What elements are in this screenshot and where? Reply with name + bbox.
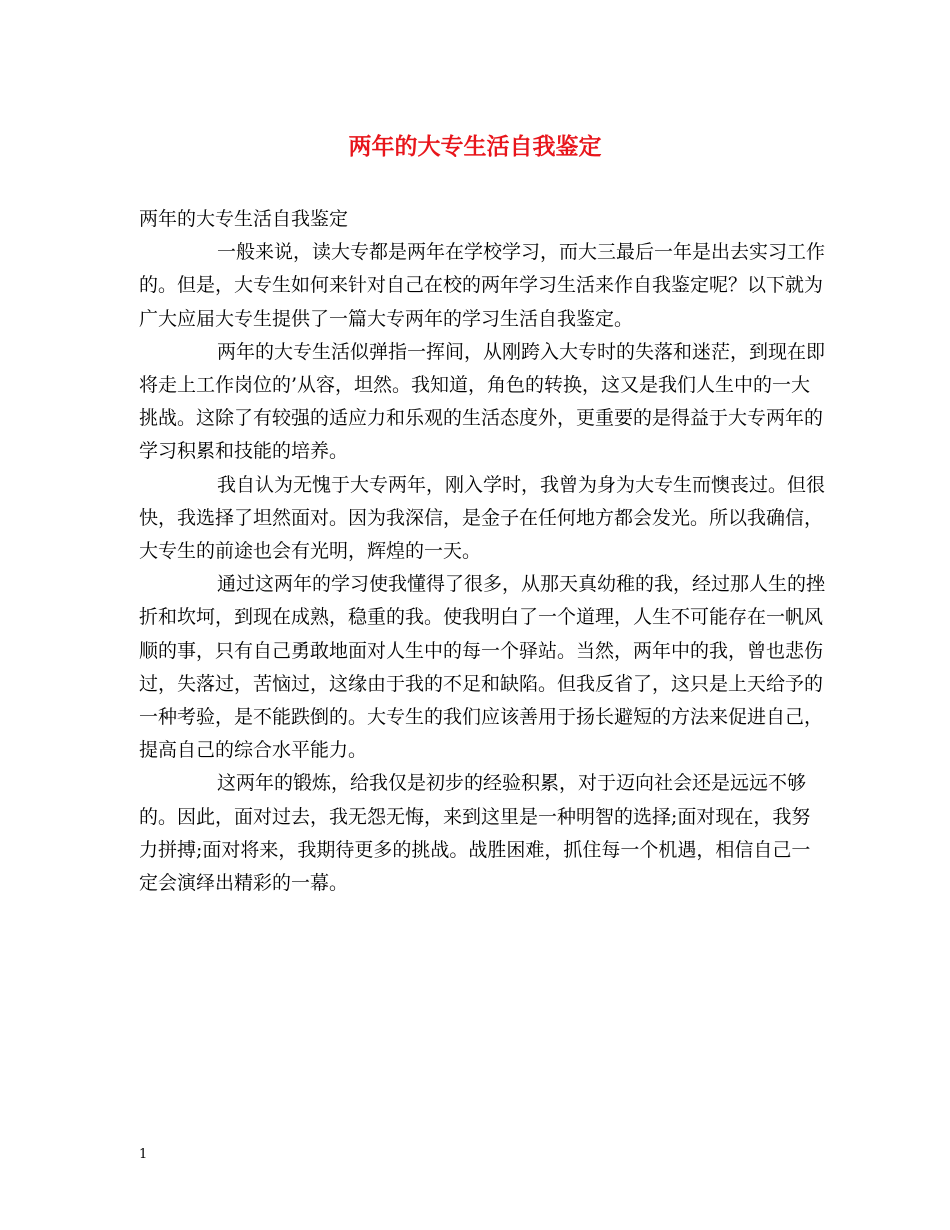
document-title: 两年的大专生活自我鉴定 <box>348 133 602 160</box>
page-number: 1 <box>139 1147 148 1162</box>
document-body <box>139 203 829 900</box>
paragraph-2: 两年的大专生活似弹指一挥间，从刚跨入大专时的失落和迷茫，到现在即将走上工作岗位的’从容，坦然。我知道，角色的转换，这又是我们人生中的一大挑战。这除了有较强的适应力和乐观的生活态度外，更重要的是得益于大专两年的学习积累和技能的培养。 <box>139 340 826 463</box>
paragraph-4: 通过这两年的学习使我懂得了很多，从那天真幼稚的我，经过那人生的挫折和坎坷，到现在成熟，稳重的我。使我明白了一个道理，人生不可能存在一帆风顺的事，只有自己勇敢地面对人生中的每一个驿站。当然，两年中的我，曾也悲伤过，失落过，苦恼过，这缘由于我的不足和缺陷。但我反省了，这只是上天给予的一种考验，是不能跌倒的。大专生的我们应该善用于扬长避短的方法来促进自己，提高自己的综合水平能力。 <box>139 573 826 762</box>
paragraph-3: 我自认为无愧于大专两年，刚入学时，我曾为身为大专生而懊丧过。但很快，我选择了坦然面对。因为我深信，是金子在任何地方都会发光。所以我确信，大专生的前途也会有光明，辉煌的一天。 <box>139 473 826 563</box>
paragraph-1: 一般来说，读大专都是两年在学校学习，而大三最后一年是出去实习工作的。但是，大专生如何来针对自己在校的两年学习生活来作自我鉴定呢？以下就为广大应届大专生提供了一篇大专两年的学习生活自我鉴定。 <box>139 241 826 330</box>
document-subtitle: 两年的大专生活自我鉴定 <box>139 208 349 230</box>
paragraph-5: 这两年的锻炼，给我仅是初步的经验积累，对于迈向社会还是远远不够的。因此，面对过去，我无怨无悔，来到这里是一种明智的选择;面对现在，我努力拼搏;面对将来，我期待更多的挑战。战胜困难，抓住每一个机遇，相信自己一定会演绎出精彩的一幕。 <box>139 772 811 895</box>
